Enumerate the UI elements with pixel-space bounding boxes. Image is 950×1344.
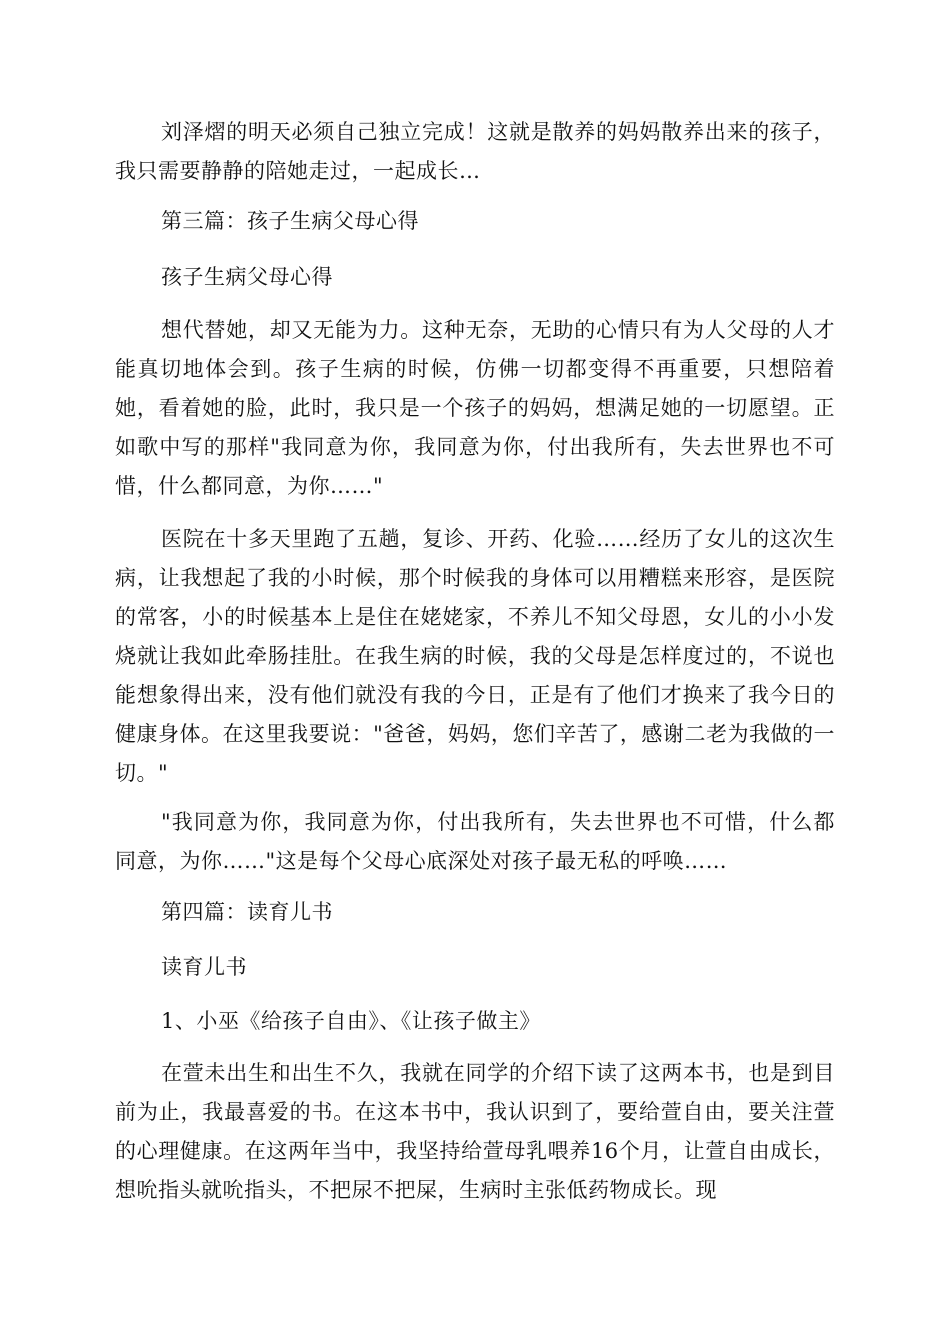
paragraph-parents-call: "我同意为你，我同意为你，付出我所有，失去世界也不可惜，什么都同意，为你……"这是每个父母心底深处对孩子最无私的呼唤…… [115,810,835,873]
section4-subtitle: 读育儿书 [161,955,247,979]
paragraph-wish-to-replace: 想代替她，却又无能为力。这种无奈，无助的心情只有为人父母的人才能真切地体会到。孩子生病的时候，仿佛一切都变得不再重要，只想陪着她，看着她的脸，此时，我只是一个孩子的妈妈，想满足她的一切愿望。正如歌中写的那样"我同意为你，我同意为你，付出我所有，失去世界也不可惜，什么都同意，为你……" [115,318,835,498]
paragraph-hospital-visits: 医院在十多天里跑了五趟，复诊、开药、化验……经历了女儿的这次生病，让我想起了我的小时候，那个时候我的身体可以用糟糕来形容，是医院的常客，小的时候基本上是住在姥姥家，不养儿不知父母恩，女儿的小小发烧就让我如此牵肠挂肚。在我生病的时候，我的父母是怎样度过的，不说也能想象得出来，没有他们就没有我的今日，正是有了他们才换来了我今日的健康身体。在这里我要说："爸爸，妈妈，您们辛苦了，感谢二老为我做的一切。" [115,527,835,785]
section3-title: 第三篇：孩子生病父母心得 [161,209,419,233]
paragraph-book-reading: 在萱未出生和出生不久，我就在同学的介绍下读了这两本书，也是到目前为止，我最喜爱的书。在这本书中，我认识到了，要给萱自由，要关注萱的心理健康。在这两年当中，我坚持给萱母乳喂养16个月，让萱自由成长，想吮指头就吮指头，不把尿不把屎，生病时主张低药物成长。现 [115,1061,835,1202]
section4-title: 第四篇：读育儿书 [161,900,333,924]
paragraph-grow-together: 刘泽熠的明天必须自己独立完成！这就是散养的妈妈散养出来的孩子，我只需要静静的陪她走过，一起成长… [115,120,835,183]
book1-title: 1、小巫《给孩子自由》、《让孩子做主》 [161,1009,541,1033]
section3-subtitle: 孩子生病父母心得 [161,265,333,289]
